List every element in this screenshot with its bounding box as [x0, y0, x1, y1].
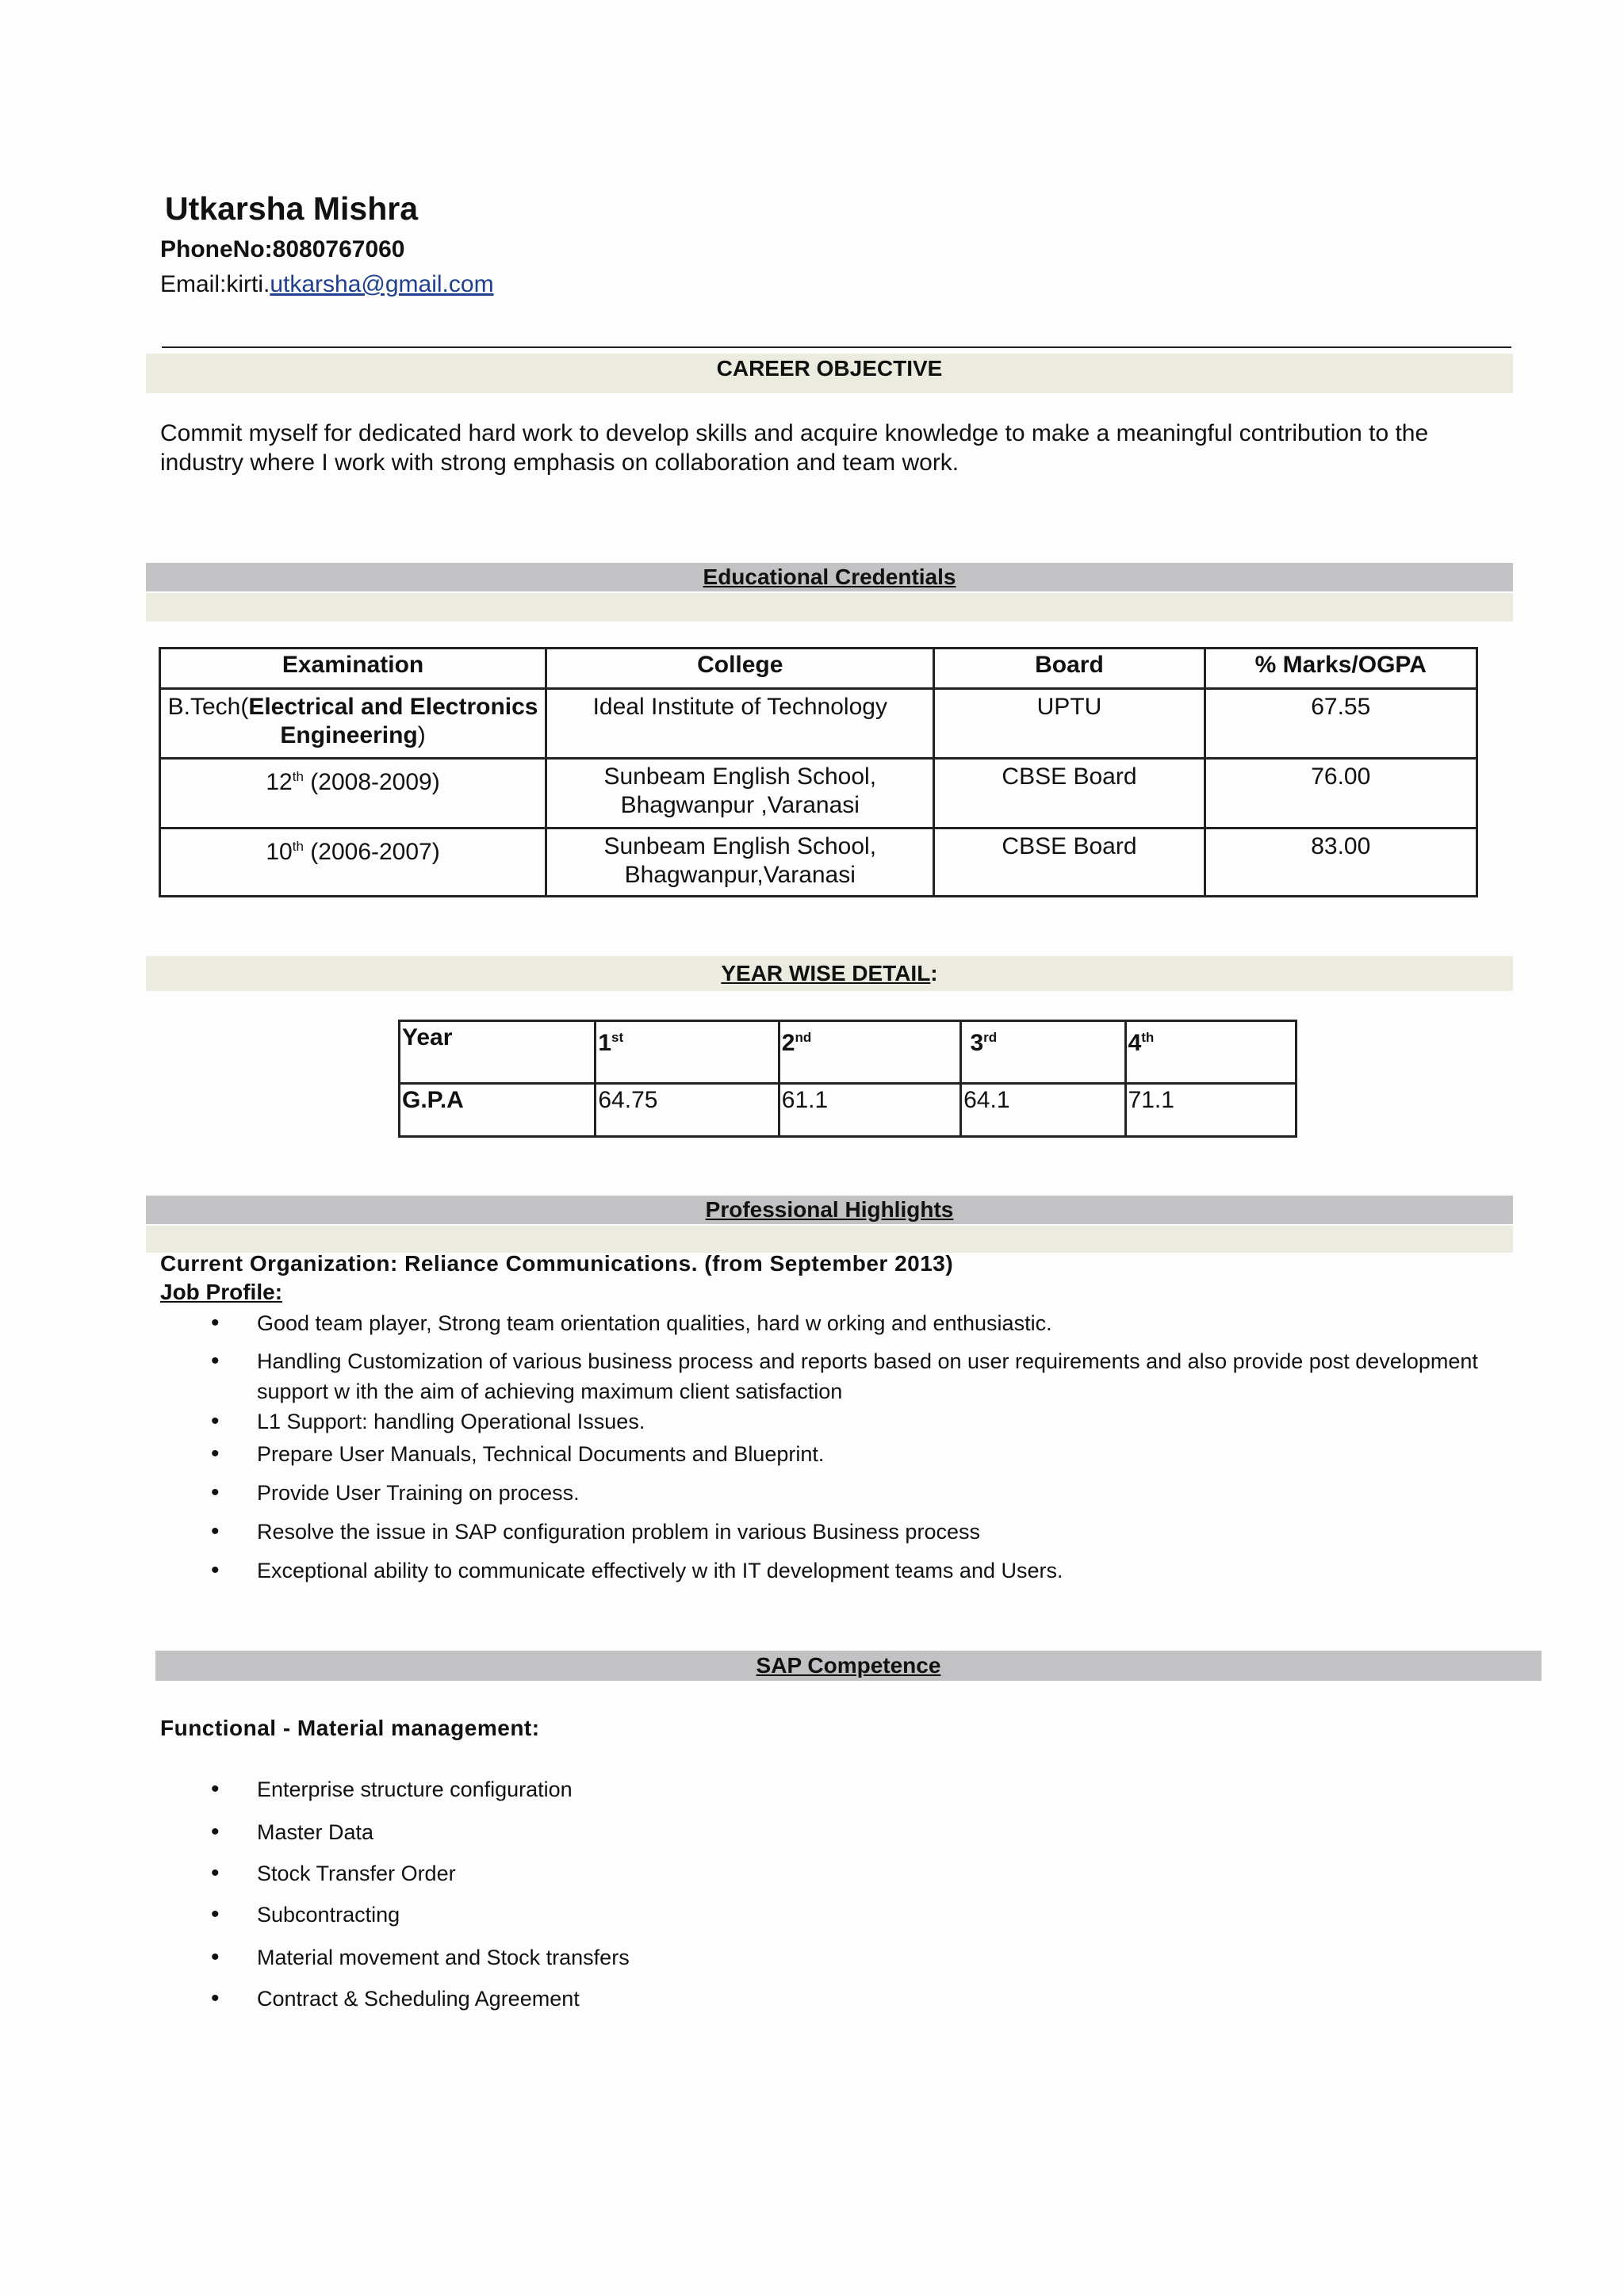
job-profile-label: Job Profile:: [160, 1280, 283, 1304]
gpa-cell: 61.1: [779, 1084, 960, 1137]
marks-cell: 67.55: [1205, 689, 1477, 759]
board-cell: CBSE Board: [934, 759, 1205, 828]
table-row: [160, 828, 1477, 897]
gpa-label-cell: G.P.A: [400, 1084, 596, 1137]
professional-heading: Professional Highlights: [146, 1196, 1513, 1224]
table-row: [400, 1021, 1297, 1084]
email-line: [160, 271, 494, 298]
education-heading-band: [146, 593, 1513, 622]
table-row: [160, 689, 1477, 759]
board-cell: CBSE Board: [934, 828, 1205, 897]
list-item: • Handling Customization of various business process and reports based on user requirements and also provide post development support w ith the aim of achieving maximum client satisfaction: [211, 1346, 1543, 1406]
column-header: % Marks/OGPA: [1205, 649, 1477, 689]
board-cell: UPTU: [934, 689, 1205, 759]
email-prefix: Email:kirti.: [160, 271, 270, 297]
list-item: • Master Data: [211, 1817, 1480, 1847]
gpa-cell: 71.1: [1125, 1084, 1296, 1137]
exam-cell: 10th (2006-2007): [160, 828, 546, 897]
column-header: Board: [934, 649, 1205, 689]
marks-cell: 83.00: [1205, 828, 1477, 897]
list-item: • Stock Transfer Order: [211, 1858, 1480, 1888]
education-table: [159, 647, 1478, 897]
list-item: • Good team player, Strong team orientation qualities, hard w orking and enthusiastic.: [211, 1308, 1543, 1338]
list-item: • Prepare User Manuals, Technical Documents and Blueprint.: [211, 1439, 1543, 1469]
exam-cell: 12th (2008-2009): [160, 759, 546, 828]
college-cell: Sunbeam English School, Bhagwanpur ,Varanasi: [546, 759, 934, 828]
education-header-row: [160, 649, 1477, 689]
current-organization: Current Organization: Reliance Communications. (from September 2013): [160, 1251, 954, 1276]
header-divider: [162, 346, 1511, 348]
list-item: • Material movement and Stock transfers: [211, 1942, 1480, 1973]
sap-skills-list: [211, 1774, 1480, 2014]
professional-heading-band: [146, 1226, 1513, 1253]
column-header: College: [546, 649, 934, 689]
list-item: • Exceptional ability to communicate effectively w ith IT development teams and Users.: [211, 1556, 1543, 1586]
education-heading: Educational Credentials: [146, 563, 1513, 591]
list-item: • Provide User Training on process.: [211, 1478, 1543, 1508]
list-item: • Resolve the issue in SAP configuration problem in various Business process: [211, 1517, 1543, 1547]
table-row: [400, 1084, 1297, 1137]
year-label-cell: Year: [400, 1021, 596, 1084]
list-item: • Contract & Scheduling Agreement: [211, 1984, 1480, 2014]
column-header: Examination: [160, 649, 546, 689]
college-cell: Sunbeam English School, Bhagwanpur,Varanasi: [546, 828, 934, 897]
list-item: • L1 Support: handling Operational Issues.: [211, 1406, 1543, 1437]
email-link[interactable]: utkarsha@gmail.com: [270, 271, 494, 297]
gpa-cell: 64.1: [961, 1084, 1125, 1137]
candidate-name: Utkarsha Mishra: [165, 190, 419, 227]
list-item: • Enterprise structure configuration: [211, 1774, 1480, 1804]
exam-cell: B.Tech(Electrical and Electronics Engineering): [160, 689, 546, 759]
career-objective-text: Commit myself for dedicated hard work to develop skills and acquire knowledge to make a meaningful contribution to the industry where I work with strong emphasis on collaboration and team work.: [160, 420, 1429, 476]
career-objective-heading: CAREER OBJECTIVE: [146, 354, 1513, 393]
sap-competence-heading: SAP Competence: [155, 1651, 1542, 1681]
year-cell: 2nd: [779, 1021, 960, 1084]
job-profile-list: [211, 1308, 1543, 1586]
college-cell: Ideal Institute of Technology: [546, 689, 934, 759]
gpa-cell: 64.75: [596, 1084, 779, 1137]
phone-number: PhoneNo:8080767060: [160, 236, 405, 262]
year-cell: 1st: [596, 1021, 779, 1084]
year-cell: 4th: [1125, 1021, 1296, 1084]
marks-cell: 76.00: [1205, 759, 1477, 828]
year-wise-heading: YEAR WISE DETAIL:: [146, 956, 1513, 991]
table-row: [160, 759, 1477, 828]
year-wise-table: [398, 1020, 1297, 1138]
year-cell: 3rd: [961, 1021, 1125, 1084]
functional-area: Functional - Material management:: [160, 1716, 540, 1740]
list-item: • Subcontracting: [211, 1900, 1480, 1930]
